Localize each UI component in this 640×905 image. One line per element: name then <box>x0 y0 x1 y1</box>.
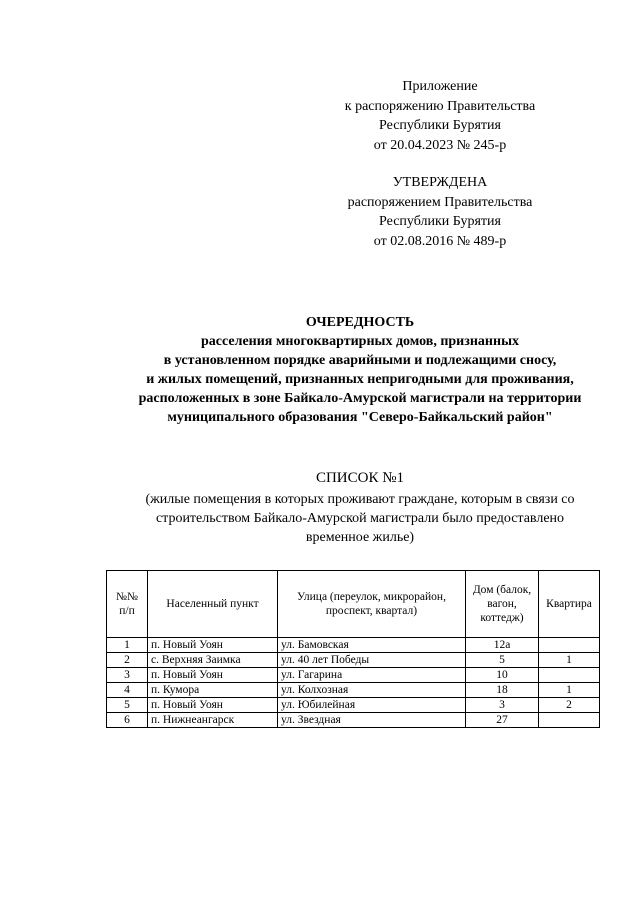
cell-apartment <box>539 713 600 728</box>
table-row <box>107 653 600 668</box>
cell-house: 27 <box>466 713 539 728</box>
appendix-header <box>300 77 580 155</box>
cell-street: ул. Юбилейная <box>278 698 466 713</box>
table-row <box>107 668 600 683</box>
cell-street: ул. 40 лет Победы <box>278 653 466 668</box>
appendix-line: к распоряжению Правительства <box>344 98 536 114</box>
cell-settlement: п. Новый Уоян <box>148 638 278 653</box>
title-line: расселения многоквартирных домов, признанных <box>201 334 519 349</box>
cell-street: ул. Гагарина <box>278 668 466 683</box>
approved-header <box>300 173 580 251</box>
appendix-line: Приложение <box>402 79 478 94</box>
cell-street: ул. Звездная <box>278 713 466 728</box>
approved-line: от 02.08.2016 № 489-р <box>373 233 507 249</box>
cell-house: 12а <box>466 638 539 653</box>
column-header-apartment: Квартира <box>539 571 600 638</box>
list-note-line: строительством Байкало-Амурской магистрали было предоставлено <box>155 511 565 526</box>
cell-number: 2 <box>107 653 148 668</box>
cell-number: 6 <box>107 713 148 728</box>
list-heading: СПИСОК №1 <box>315 470 405 486</box>
appendix-line: от 20.04.2023 № 245-р <box>373 137 507 153</box>
table-row <box>107 638 600 653</box>
list-note-line: временное жилье) <box>305 530 415 545</box>
cell-street: ул. Бамовская <box>278 638 466 653</box>
cell-apartment <box>539 668 600 683</box>
table-row <box>107 713 600 728</box>
cell-settlement: п. Новый Уоян <box>148 698 278 713</box>
cell-street: ул. Колхозная <box>278 683 466 698</box>
cell-number: 1 <box>107 638 148 653</box>
title-line: муниципального образования "Северо-Байкальский район" <box>167 410 553 425</box>
approved-line: Республики Бурятия <box>379 214 501 229</box>
cell-house: 10 <box>466 668 539 683</box>
cell-number: 3 <box>107 668 148 683</box>
cell-number: 4 <box>107 683 148 698</box>
column-header-house: Дом (балок, вагон, коттедж) <box>466 571 539 638</box>
cell-settlement: п. Новый Уоян <box>148 668 278 683</box>
table-row <box>107 683 600 698</box>
column-header-number: №№ п/п <box>107 571 148 638</box>
cell-house: 18 <box>466 683 539 698</box>
table-header-row <box>107 571 600 638</box>
document-title <box>60 313 640 427</box>
housing-table <box>106 570 600 728</box>
title-line: в установленном порядке аварийными и подлежащими сносу, <box>163 353 557 368</box>
appendix-line: Республики Бурятия <box>379 118 501 133</box>
title-line: расположенных в зоне Байкало-Амурской магистрали на территории <box>138 391 582 406</box>
title-line: и жилых помещений, признанных непригодными для проживания, <box>146 372 574 387</box>
cell-apartment: 1 <box>539 683 600 698</box>
list-section <box>100 469 620 547</box>
cell-apartment: 2 <box>539 698 600 713</box>
table-row <box>107 698 600 713</box>
approved-line: распоряжением Правительства <box>347 194 533 210</box>
cell-settlement: п. Кумора <box>148 683 278 698</box>
list-note-line: (жилые помещения в которых проживают граждане, которым в связи со <box>145 492 575 507</box>
cell-apartment: 1 <box>539 653 600 668</box>
cell-number: 5 <box>107 698 148 713</box>
cell-settlement: п. Нижнеангарск <box>148 713 278 728</box>
column-header-settlement: Населенный пункт <box>148 571 278 638</box>
cell-house: 5 <box>466 653 539 668</box>
title-line: ОЧЕРЕДНОСТЬ <box>305 315 415 330</box>
cell-settlement: с. Верхняя Заимка <box>148 653 278 668</box>
column-header-street: Улица (переулок, микрорайон, проспект, квартал) <box>278 571 466 638</box>
cell-house: 3 <box>466 698 539 713</box>
approved-line: УТВЕРЖДЕНА <box>392 175 488 190</box>
cell-apartment <box>539 638 600 653</box>
